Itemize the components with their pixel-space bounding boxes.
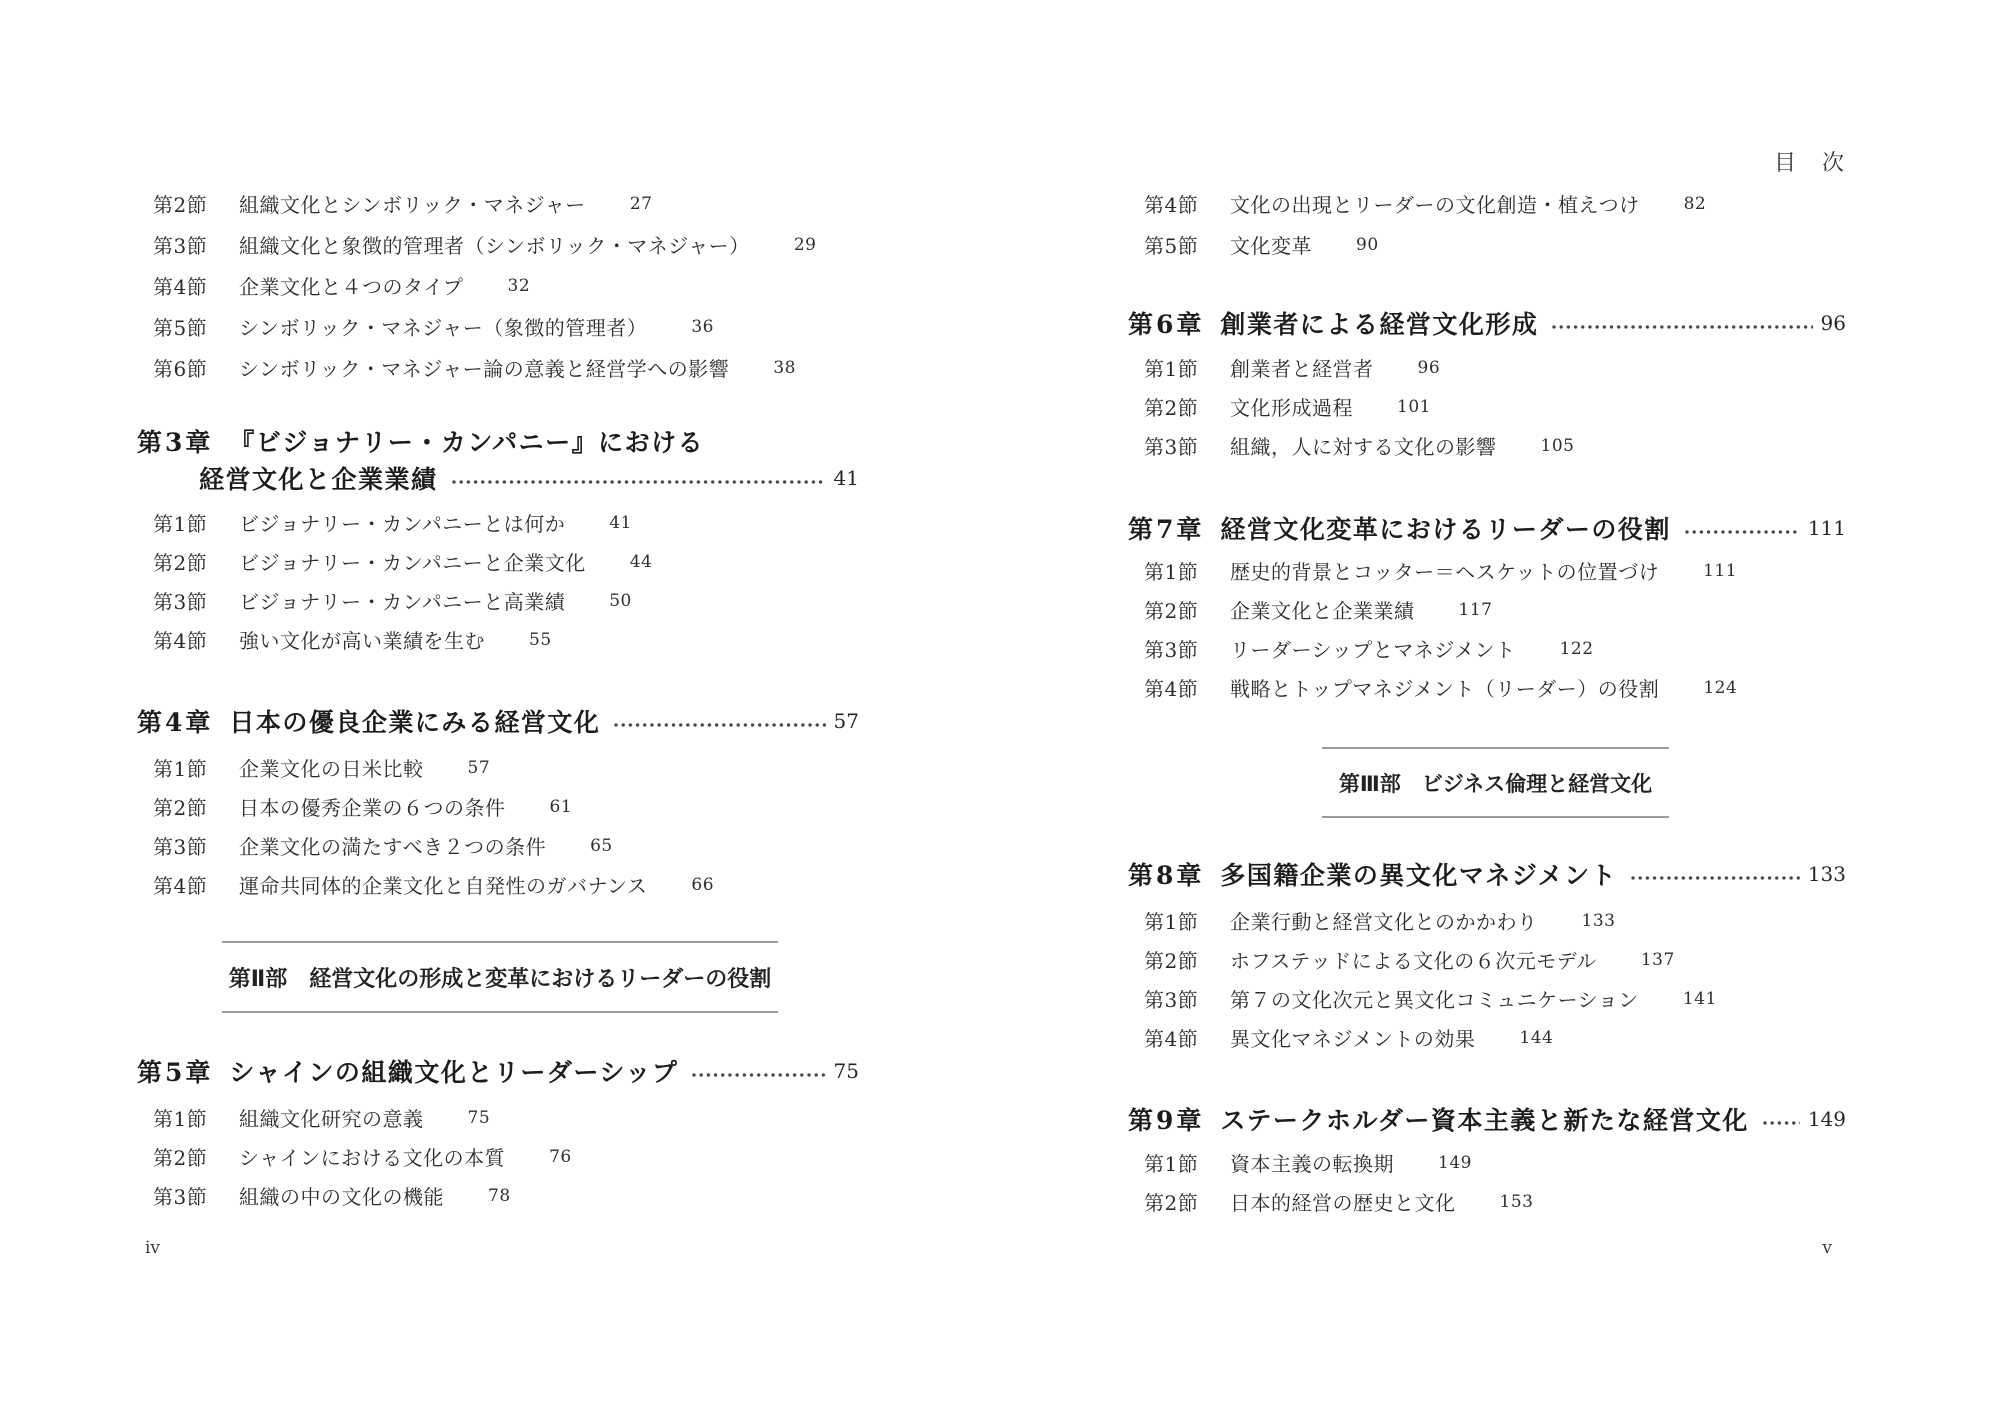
section-number: 第2節 — [1144, 1191, 1199, 1215]
dot-leader — [1552, 325, 1812, 329]
section-page-number: 153 — [1499, 1191, 1534, 1212]
running-header: 目 次 — [1773, 151, 1846, 176]
section-title: 文化の出現とリーダーの文化創造・植えつけ — [1230, 193, 1640, 217]
chapter-page-number: 96 — [1820, 310, 1846, 335]
section-number: 第3節 — [1144, 638, 1199, 662]
chapter-title: 『ビジョナリー・カンパニー』における — [229, 427, 705, 457]
section-title: 戦略とトップマネジメント（リーダー）の役割 — [1230, 677, 1660, 701]
toc-section-row — [1128, 551, 1846, 590]
section-number: 第1節 — [1144, 560, 1199, 584]
section-number: 第3節 — [153, 234, 208, 258]
chapter-7-sections — [1128, 551, 1846, 707]
section-page-number: 111 — [1703, 560, 1738, 581]
toc-section-row — [137, 347, 859, 388]
section-number: 第2節 — [1144, 599, 1199, 623]
toc-section-row — [1128, 348, 1846, 387]
chapter-9-sections — [1128, 1143, 1846, 1221]
chapter-heading-line — [1128, 304, 1846, 341]
toc-section-row — [137, 183, 859, 224]
section-page-number: 78 — [488, 1185, 511, 1206]
chapter-title: ステークホルダー資本主義と新たな経営文化 — [1220, 1105, 1749, 1135]
section-number: 第3節 — [1144, 988, 1199, 1012]
chapter-title: 創業者による経営文化形成 — [1220, 309, 1539, 339]
section-title: シンボリック・マネジャー論の意義と経営学への影響 — [239, 357, 730, 381]
section-page-number: 82 — [1683, 193, 1707, 214]
section-page-number: 144 — [1519, 1027, 1554, 1048]
section-page-number: 61 — [549, 796, 573, 817]
chapter-title: 経営文化変革におけるリーダーの役割 — [1220, 514, 1671, 544]
chapter-number: 第3章 — [137, 427, 214, 457]
section-page-number: 149 — [1438, 1152, 1472, 1173]
toc-section-row — [1128, 979, 1846, 1018]
section-page-number: 36 — [691, 316, 714, 337]
section-page-number: 141 — [1682, 988, 1717, 1009]
toc-section-row — [137, 265, 859, 306]
chapter-heading-line1 — [137, 422, 859, 459]
section-number: 第4節 — [153, 874, 208, 898]
section-page-number: 55 — [529, 629, 552, 650]
section-title: 資本主義の転換期 — [1230, 1152, 1394, 1176]
section-page-number: 124 — [1703, 677, 1738, 698]
section-title: 第７の文化次元と異文化コミュニケーション — [1230, 988, 1639, 1012]
chapter-page-number: 133 — [1807, 861, 1846, 886]
section-page-number: 76 — [549, 1146, 572, 1167]
chapter-heading-line — [1128, 855, 1846, 892]
toc-section-row — [1128, 224, 1846, 265]
section-title: ビジョナリー・カンパニーとは何か — [239, 512, 566, 536]
chapter-number: 第6章 — [1128, 309, 1205, 339]
section-page-number: 90 — [1356, 234, 1379, 255]
section-title: 強い文化が高い業績を生む — [239, 629, 485, 653]
section-page-number: 66 — [691, 874, 715, 895]
toc-section-row — [137, 826, 859, 865]
chapter-heading-line — [137, 1052, 859, 1089]
dot-leader — [1631, 876, 1800, 880]
toc-section-row — [1128, 1143, 1846, 1182]
toc-section-row — [1128, 183, 1846, 224]
section-page-number: 101 — [1397, 396, 1431, 417]
toc-section-row — [1128, 940, 1846, 979]
dot-leader — [614, 723, 825, 727]
section-page-number: 41 — [609, 512, 632, 533]
section-number: 第2節 — [153, 796, 208, 820]
chapter-6-sections — [1128, 348, 1846, 465]
section-page-number: 75 — [467, 1107, 491, 1128]
section-title: 組織文化と象徴的管理者（シンボリック・マネジャー） — [239, 234, 750, 258]
section-number: 第3節 — [153, 835, 208, 859]
section-number: 第6節 — [153, 357, 208, 381]
toc-section-row — [1128, 590, 1846, 629]
toc-section-row — [137, 1098, 859, 1137]
section-title: 異文化マネジメントの効果 — [1230, 1027, 1476, 1051]
chapter-5-heading — [137, 1052, 859, 1089]
section-page-number: 44 — [629, 551, 653, 572]
section-number: 第1節 — [1144, 910, 1199, 934]
section-number: 第1節 — [1144, 1152, 1199, 1176]
section-page-number: 137 — [1640, 949, 1675, 970]
section-title: 組織文化研究の意義 — [239, 1107, 424, 1131]
section-number: 第1節 — [153, 512, 208, 536]
section-title: シンボリック・マネジャー（象徴的管理者） — [239, 316, 648, 340]
section-number: 第5節 — [1144, 234, 1199, 258]
chapter-number: 第8章 — [1128, 860, 1205, 890]
section-number: 第2節 — [153, 1146, 208, 1170]
toc-section-row — [1128, 387, 1846, 426]
page-left — [137, 0, 859, 1414]
chapter-heading-line — [1128, 509, 1846, 546]
section-title: 文化形成過程 — [1230, 396, 1353, 420]
chapter-title: 経営文化と企業業績 — [199, 464, 438, 494]
section-number: 第2節 — [1144, 396, 1199, 420]
section-title: 企業行動と経営文化とのかかわり — [1230, 910, 1538, 934]
chapter-number: 第7章 — [1128, 514, 1205, 544]
chapter-5-sections — [137, 1098, 859, 1215]
chapter-6-heading — [1128, 304, 1846, 341]
section-number: 第3節 — [1144, 435, 1199, 459]
section-number: 第2節 — [153, 193, 208, 217]
chapter-8-sections — [1128, 901, 1846, 1057]
chapter-heading-line — [137, 702, 859, 739]
chapter-title: シャインの組織文化とリーダーシップ — [229, 1057, 679, 1087]
chapter-9-heading — [1128, 1100, 1846, 1137]
chapter-number: 第5章 — [137, 1057, 214, 1087]
toc-section-row — [137, 503, 859, 542]
chapter-number: 第4章 — [137, 707, 214, 737]
chapter-page-number: 57 — [833, 708, 859, 733]
chapter-3-sections — [137, 503, 859, 659]
section-page-number: 105 — [1540, 435, 1575, 456]
section-page-number: 50 — [609, 590, 632, 611]
chapter-heading-line — [1128, 1100, 1846, 1137]
section-number: 第3節 — [153, 590, 208, 614]
section-title: シャインにおける文化の本質 — [239, 1146, 506, 1170]
chapter-page-number: 75 — [833, 1058, 859, 1083]
part-label: 第Ⅲ部 ビジネス倫理と経営文化 — [1338, 771, 1653, 796]
folio-left: iv — [145, 1238, 161, 1258]
toc-section-row — [1128, 629, 1846, 668]
part-label: 第Ⅱ部 経営文化の形成と変革におけるリーダーの役割 — [228, 966, 772, 992]
section-number: 第4節 — [1144, 677, 1199, 701]
section-number: 第4節 — [153, 629, 208, 653]
section-title: 運命共同体的企業文化と自発性のガバナンス — [239, 874, 648, 898]
section-page-number: 122 — [1559, 638, 1594, 659]
chapter-page-number: 41 — [833, 465, 859, 490]
toc-section-row — [137, 306, 859, 347]
section-page-number: 27 — [629, 193, 653, 214]
section-title: 日本の優秀企業の６つの条件 — [239, 796, 506, 820]
section-title: 企業文化の日米比較 — [239, 757, 424, 781]
dot-leader — [1685, 530, 1800, 534]
toc-section-row — [1128, 1018, 1846, 1057]
chapter-4-heading — [137, 702, 859, 739]
section-title: 創業者と経営者 — [1230, 357, 1374, 381]
section-title: ビジョナリー・カンパニーと高業績 — [239, 590, 566, 614]
chapter-heading-line2 — [137, 459, 859, 496]
section-title: 文化変革 — [1230, 234, 1312, 258]
section-page-number: 65 — [590, 835, 613, 856]
chapter-page-number: 111 — [1807, 515, 1846, 540]
chapter-7-heading — [1128, 509, 1846, 546]
toc-section-row — [137, 865, 859, 904]
section-number: 第3節 — [153, 1185, 208, 1209]
toc-orphan-sections-right — [1128, 183, 1846, 265]
part-3-divider — [1322, 747, 1669, 818]
dot-leader — [452, 480, 826, 484]
section-page-number: 133 — [1581, 910, 1616, 931]
section-title: 企業文化の満たすべき２つの条件 — [239, 835, 547, 859]
toc-section-row — [137, 542, 859, 581]
chapter-4-sections — [137, 748, 859, 904]
section-page-number: 38 — [773, 357, 796, 378]
dot-leader — [692, 1073, 825, 1077]
section-page-number: 29 — [793, 234, 817, 255]
section-title: 日本的経営の歴史と文化 — [1230, 1191, 1456, 1215]
section-number: 第4節 — [1144, 193, 1199, 217]
toc-section-row — [1128, 1182, 1846, 1221]
section-title: 歴史的背景とコッター＝ヘスケットの位置づけ — [1230, 560, 1660, 584]
section-number: 第4節 — [153, 275, 208, 299]
section-title: 組織文化とシンボリック・マネジャー — [239, 193, 586, 217]
section-number: 第2節 — [153, 551, 208, 575]
chapter-8-heading — [1128, 855, 1846, 892]
toc-section-row — [1128, 901, 1846, 940]
toc-section-row — [137, 1176, 859, 1215]
section-title: ホフステッドによる文化の６次元モデル — [1230, 949, 1597, 973]
toc-section-row — [137, 748, 859, 787]
toc-section-row — [137, 224, 859, 265]
section-number: 第2節 — [1144, 949, 1199, 973]
section-title: 組織，人に対する文化の影響 — [1230, 435, 1497, 459]
toc-section-row — [1128, 426, 1846, 465]
section-title: リーダーシップとマネジメント — [1230, 638, 1516, 662]
toc-section-row — [137, 787, 859, 826]
toc-orphan-sections-left — [137, 183, 859, 388]
toc-section-row — [137, 581, 859, 620]
part-2-divider — [222, 941, 778, 1013]
section-title: ビジョナリー・カンパニーと企業文化 — [239, 551, 586, 575]
section-number: 第5節 — [153, 316, 208, 340]
chapter-title: 日本の優良企業にみる経営文化 — [229, 707, 601, 737]
section-page-number: 32 — [507, 275, 531, 296]
folio-right: v — [1822, 1238, 1832, 1258]
section-title: 企業文化と企業業績 — [1230, 599, 1415, 623]
toc-section-row — [137, 620, 859, 659]
section-number: 第1節 — [153, 1107, 208, 1131]
chapter-title: 多国籍企業の異文化マネジメント — [1220, 860, 1618, 890]
section-page-number: 117 — [1458, 599, 1493, 620]
chapter-3-heading — [137, 422, 859, 496]
section-page-number: 57 — [467, 757, 491, 778]
section-number: 第1節 — [153, 757, 208, 781]
toc-section-row — [137, 1137, 859, 1176]
section-title: 企業文化と４つのタイプ — [239, 275, 464, 299]
page-right — [1128, 0, 1846, 1414]
section-number: 第4節 — [1144, 1027, 1199, 1051]
chapter-page-number: 149 — [1807, 1106, 1846, 1131]
dot-leader — [1763, 1121, 1800, 1125]
section-title: 組織の中の文化の機能 — [239, 1185, 444, 1209]
section-number: 第1節 — [1144, 357, 1199, 381]
section-page-number: 96 — [1417, 357, 1441, 378]
chapter-number: 第9章 — [1128, 1105, 1205, 1135]
toc-section-row — [1128, 668, 1846, 707]
